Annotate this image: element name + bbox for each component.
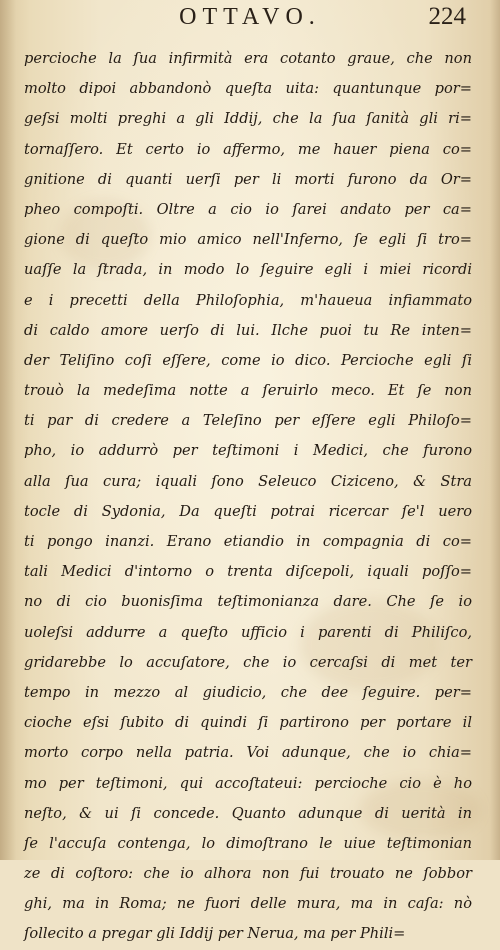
body-text bbox=[24, 44, 472, 950]
text-line: tempo in mezzo al giudicio, che dee ſeguire. per= bbox=[24, 683, 472, 701]
text-line: molto dipoi abbandonò queſta uita: quantunque por= bbox=[24, 80, 472, 98]
text-line: pheo compoſti. Oltre a cio io ſarei andato per ca= bbox=[24, 200, 472, 218]
text-line: ghi, ma in Roma; ne fuori delle mura, ma in caſa: nò bbox=[24, 895, 472, 913]
text-line: ti par di credere a Teleſino per eſſere egli Philoſo= bbox=[24, 412, 472, 430]
text-line: ſollecito a pregar gli Iddij per Nerua, ma per Phili= bbox=[24, 925, 406, 943]
text-line: ſe l'accuſa contenga, lo dimoſtrano le uiue teſtimonian bbox=[24, 834, 472, 852]
gutter-shadow bbox=[0, 0, 16, 860]
text-line: trouò la medeſima notte a ſeruirlo meco. Et ſe non bbox=[24, 382, 472, 400]
text-line: der Teliſino coſi eſſere, come io dico. Percioche egli ſi bbox=[24, 351, 472, 369]
text-line: neſto, & ui ſi concede. Quanto adunque di uerità in bbox=[24, 804, 472, 822]
page-edge-shadow bbox=[490, 0, 500, 860]
page-number: 224 bbox=[428, 3, 466, 30]
text-line: morto corpo nella patria. Voi adunque, che io chia= bbox=[24, 744, 472, 762]
text-line: di caldo amore uerſo di lui. Ilche puoi tu Re inten= bbox=[24, 321, 472, 339]
text-line: gione di queſto mio amico nell'Inferno, ſe egli ſi tro= bbox=[24, 231, 472, 249]
text-line: tornaſſero. Et certo io affermo, me hauer piena co= bbox=[24, 140, 472, 158]
text-line: ti pongo inanzi. Erano etiandio in compagnia di co= bbox=[24, 533, 472, 550]
text-line: alla ſua cura; iquali ſono Seleuco Ciziceno, & Stra bbox=[24, 472, 472, 490]
text-line: uaſſe la ſtrada, in modo lo ſeguire egli i miei ricordi bbox=[24, 261, 472, 279]
text-line: pho, io addurrò per teſtimoni i Medici, che furono bbox=[24, 442, 472, 460]
text-line: e i precetti della Philoſophia, m'haueua infiammato bbox=[24, 291, 472, 309]
text-line: tali Medici d'intorno o trenta diſcepoli, iquali poſſo= bbox=[24, 563, 472, 581]
text-line: ze di coſtoro: che io alhora non fui trouato ne ſobbor bbox=[24, 865, 472, 883]
text-line: gnitione di quanti uerſi per li morti furono da Or= bbox=[24, 170, 472, 188]
text-line: uoleſsi addurre a queſto ufficio i parenti di Philiſco, bbox=[24, 623, 472, 641]
text-line: cioche eſsi ſubito di quindi ſi partirono per portare il bbox=[24, 714, 472, 732]
text-line: gridarebbe lo accuſatore, che io cercaſsi di met ter bbox=[24, 653, 472, 671]
text-line: percioche la ſua infirmità era cotanto graue, che non bbox=[24, 50, 472, 67]
page-header bbox=[0, 0, 500, 40]
running-head: OTTAVO. bbox=[179, 4, 321, 30]
text-line: no di cio buonisſima teſtimonianza dare. Che ſe io bbox=[24, 593, 472, 611]
text-line: mo per teſtimoni, qui accoſtateui: percioche cio è ho bbox=[24, 774, 472, 792]
text-line: geſsi molti preghi a gli Iddij, che la ſua ſanità gli ri= bbox=[24, 110, 472, 128]
text-line: tocle di Sydonia, Da queſti potrai ricercar ſe'l uero bbox=[24, 502, 472, 520]
